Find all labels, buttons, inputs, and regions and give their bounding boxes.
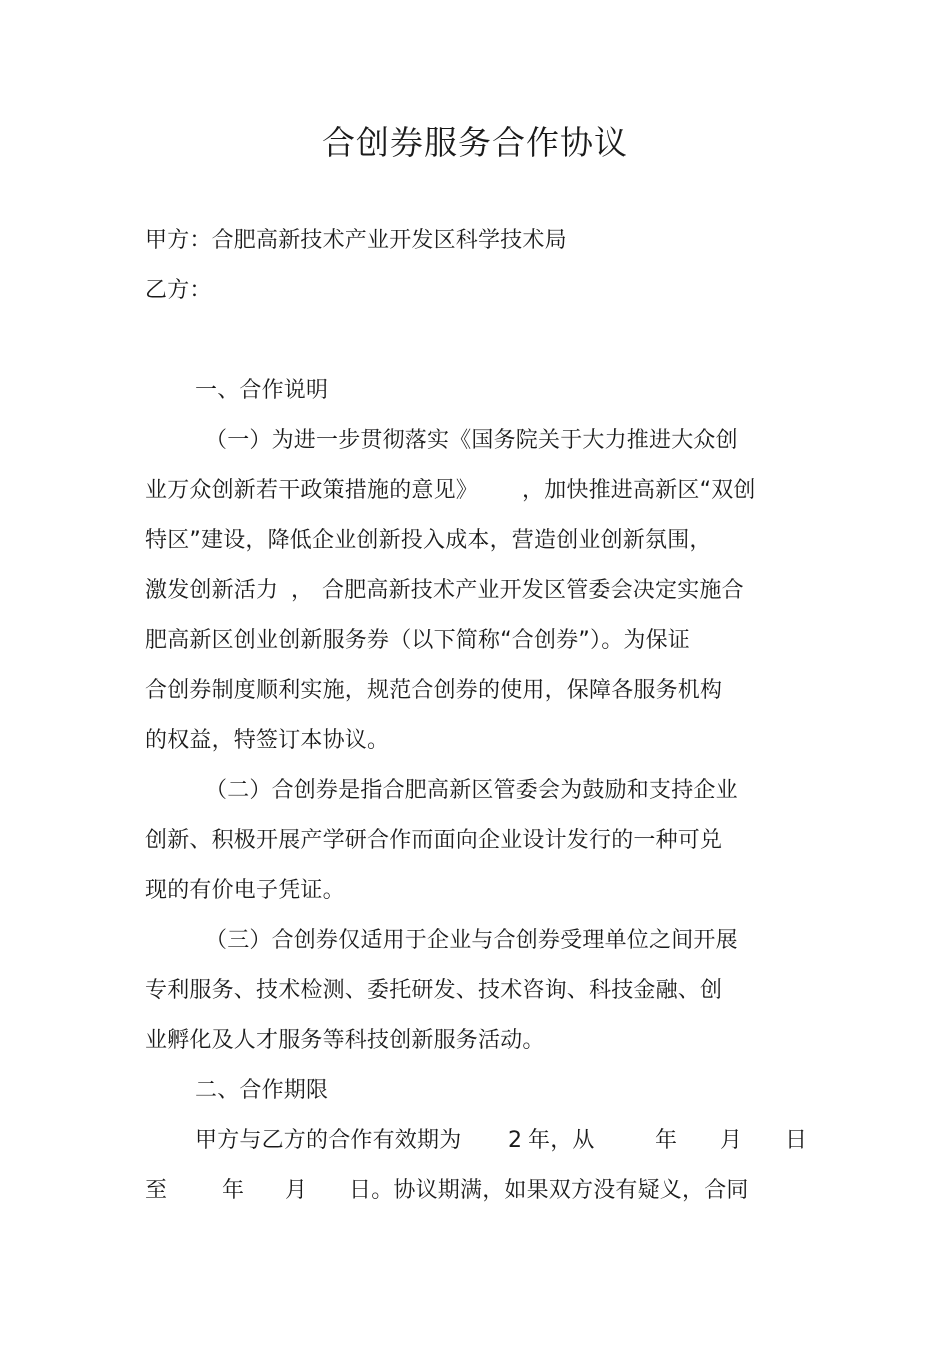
party-b: 乙方：: [145, 278, 212, 303]
end-to-label: 至: [145, 1178, 168, 1203]
section-1-para-3-line-3: 业孵化及人才服务等科技创新服务活动。: [145, 1028, 545, 1053]
term-text-2: 年，从: [528, 1128, 595, 1153]
section-1-heading: 一、合作说明: [195, 378, 329, 403]
section-1-para-1-line-1: （一）为进一步贯彻落实《国务院关于大力推进大众创: [205, 428, 738, 453]
section-1-para-1-line-4c: 合肥高新技术产业开发区管委会决定实施合: [322, 578, 744, 603]
start-day-label: 日: [785, 1128, 808, 1153]
section-1-para-1-line-3: 特区”建设，降低企业创新投入成本，营造创业创新氛围，: [145, 528, 712, 553]
section-1-para-1-line-7: 的权益，特签订本协议。: [145, 728, 390, 753]
section-1-para-2-line-3: 现的有价电子凭证。: [145, 878, 345, 903]
start-month-label: 月: [720, 1128, 743, 1153]
section-1-para-2-line-1: （二）合创券是指合肥高新区管委会为鼓励和支持企业: [205, 778, 738, 803]
section-1-para-1-line-2b: ，加快推进高新区“双创: [522, 478, 756, 503]
start-year-label: 年: [655, 1128, 678, 1153]
section-1-para-1-line-2a: 业万众创新若干政策措施的意见》: [145, 478, 479, 503]
section-2-heading: 二、合作期限: [195, 1078, 329, 1103]
section-1-para-3-line-2: 专利服务、技术检测、委托研发、技术咨询、科技金融、创: [145, 978, 723, 1003]
section-1-para-1-line-4a: 激发创新活力: [145, 578, 279, 603]
section-1-para-2-line-2: 创新、积极开展产学研合作而面向企业设计发行的一种可兑: [145, 828, 723, 853]
end-day-and-clause: 日。协议期满，如果双方没有疑义，合同: [349, 1178, 749, 1203]
term-text-1: 甲方与乙方的合作有效期为: [195, 1128, 462, 1153]
document-title: 合创券服务合作协议: [322, 123, 628, 162]
party-a: 甲方：合肥高新技术产业开发区科学技术局: [145, 228, 567, 253]
end-year-label: 年: [222, 1178, 245, 1203]
section-1-para-1-line-6: 合创券制度顺利实施，规范合创券的使用，保障各服务机构: [145, 678, 723, 703]
section-1-para-1-line-4b: ，: [291, 578, 314, 603]
section-1-para-1-line-5: 肥高新区创业创新服务券（以下简称“合创券”）。为保证: [145, 628, 690, 653]
section-1-para-3-line-1: （三）合创券仅适用于企业与合创券受理单位之间开展: [205, 928, 738, 953]
end-month-label: 月: [285, 1178, 308, 1203]
term-years: 2: [508, 1128, 523, 1153]
